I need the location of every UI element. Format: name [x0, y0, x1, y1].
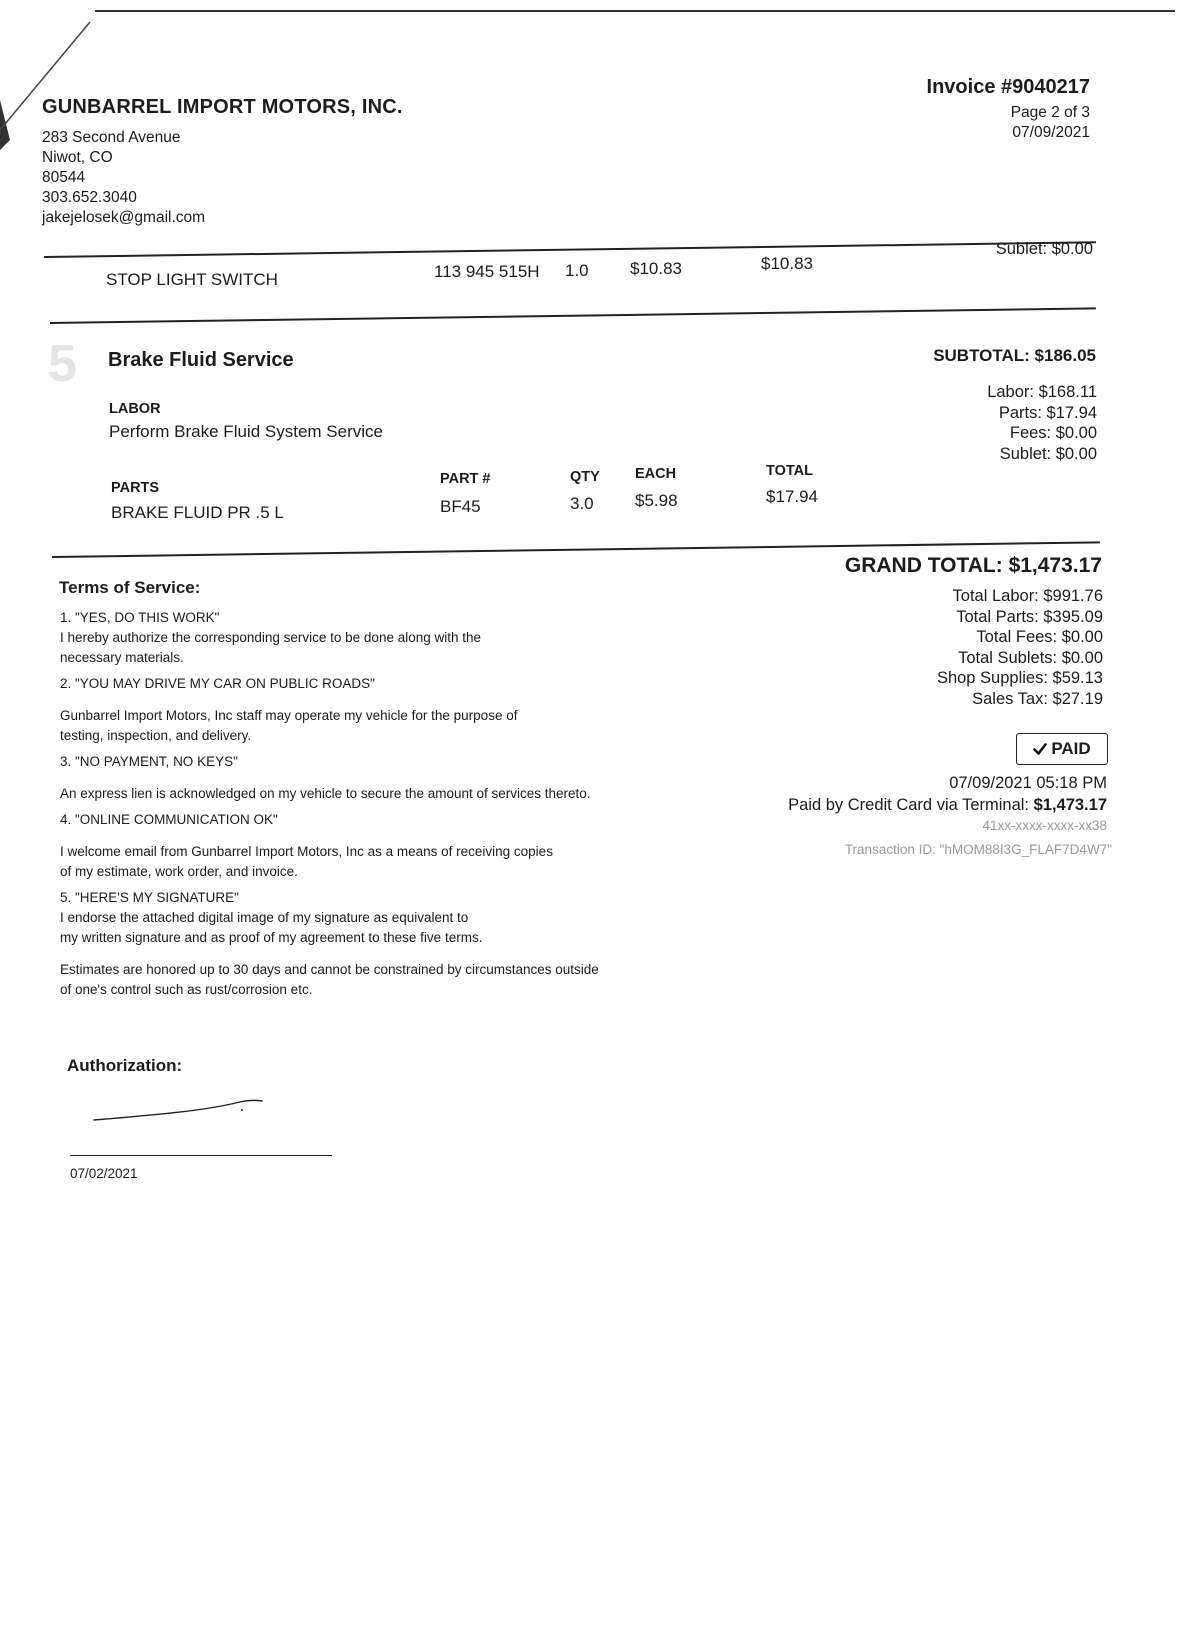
- transaction-id: Transaction ID: "hMOM88I3G_FLAF7D4W7": [844, 842, 1112, 857]
- term-5-title: 5. "HERE'S MY SIGNATURE": [60, 890, 239, 905]
- total-sublets: Total Sublets: $0.00: [958, 648, 1103, 667]
- parts-col-name: PARTS: [111, 480, 160, 496]
- term-4-line-2: of my estimate, work order, and invoice.: [60, 864, 298, 879]
- service-sublet: Sublet: $0.00: [999, 444, 1097, 463]
- grand-total: GRAND TOTAL: $1,473.17: [844, 554, 1102, 577]
- card-number: 41xx-xxxx-xxxx-xx38: [982, 818, 1107, 833]
- term-4-line-1: I welcome email from Gunbarrel Import Motors, Inc as a means of receiving copies: [60, 844, 553, 859]
- terms-of-service: [60, 608, 599, 1000]
- divider-header: [44, 241, 1096, 258]
- invoice-meta: [1011, 103, 1090, 143]
- term-2-line-1: Gunbarrel Import Motors, Inc staff may operate my vehicle for the purpose of: [60, 708, 518, 723]
- parts-col-total: TOTAL: [766, 463, 813, 479]
- address-city: Niwot, CO: [42, 149, 113, 166]
- company-phone: 303.652.3040: [42, 189, 137, 206]
- term-1-title: 1. "YES, DO THIS WORK": [60, 610, 220, 625]
- labor-label: LABOR: [109, 401, 161, 417]
- address-zip: 80544: [42, 169, 86, 186]
- part-row-total: $17.94: [766, 487, 818, 506]
- part-row-qty: 3.0: [570, 494, 594, 513]
- payment-method-text: Paid by Credit Card via Terminal:: [788, 796, 1034, 814]
- payment-amount: $1,473.17: [1033, 796, 1107, 814]
- sales-tax: Sales Tax: $27.19: [972, 689, 1103, 708]
- company-address: [42, 128, 205, 228]
- total-labor: Total Labor: $991.76: [952, 587, 1103, 605]
- term-2-title: 2. "YOU MAY DRIVE MY CAR ON PUBLIC ROADS": [60, 676, 375, 691]
- prev-part-total: $10.83: [761, 254, 813, 273]
- parts-col-each: EACH: [635, 466, 677, 482]
- paid-badge: [1016, 733, 1108, 765]
- part-row-number: BF45: [440, 497, 481, 516]
- prev-sublet: Sublet: $0.00: [995, 240, 1093, 258]
- checkmark-icon: [1033, 742, 1047, 756]
- service-number: 5: [48, 335, 77, 393]
- parts-col-part-number: PART #: [440, 471, 491, 487]
- service-subtotal: SUBTOTAL: $186.05: [933, 346, 1096, 365]
- service-title: Brake Fluid Service: [108, 349, 294, 371]
- scan-top-edge: [95, 10, 1175, 12]
- payment-datetime: 07/09/2021 05:18 PM: [949, 774, 1107, 792]
- part-row-each: $5.98: [635, 491, 678, 510]
- term-3-title: 3. "NO PAYMENT, NO KEYS": [60, 754, 238, 769]
- totals-breakdown: [937, 586, 1103, 709]
- estimate-line-1: Estimates are honored up to 30 days and cannot be constrained by circumstances outside: [60, 962, 599, 977]
- company-email: jakejelosek@gmail.com: [42, 209, 206, 226]
- prev-part-each: $10.83: [630, 259, 682, 278]
- signature-image: [90, 1090, 270, 1130]
- estimate-line-2: of one's control such as rust/corrosion etc.: [60, 982, 313, 997]
- service-parts: Parts: $17.94: [998, 403, 1097, 422]
- authorization-heading: Authorization:: [67, 1056, 183, 1075]
- term-1-line-2: necessary materials.: [60, 650, 184, 665]
- authorization-date: 07/02/2021: [70, 1166, 138, 1181]
- parts-col-qty: QTY: [570, 469, 600, 485]
- invoice-number: Invoice #9040217: [926, 76, 1090, 98]
- paid-label: PAID: [1051, 739, 1091, 758]
- divider-prev-service: [50, 307, 1096, 324]
- prev-part-number: 113 945 515H: [434, 262, 540, 281]
- shop-supplies: Shop Supplies: $59.13: [936, 669, 1103, 687]
- service-labor: Labor: $168.11: [987, 383, 1097, 401]
- prev-part-name: STOP LIGHT SWITCH: [106, 270, 278, 289]
- term-5-line-1: I endorse the attached digital image of my signature as equivalent to: [60, 910, 469, 925]
- labor-description: Perform Brake Fluid System Service: [109, 422, 383, 441]
- total-parts: Total Parts: $395.09: [956, 607, 1103, 626]
- service-fees: Fees: $0.00: [1009, 424, 1097, 442]
- total-fees: Total Fees: $0.00: [976, 628, 1103, 646]
- signature-line: [70, 1155, 332, 1156]
- terms-heading: Terms of Service:: [59, 578, 201, 597]
- term-1-line-1: I hereby authorize the corresponding service to be done along with the: [60, 630, 482, 645]
- term-2-line-2: testing, inspection, and delivery.: [60, 728, 252, 743]
- service-cost-breakdown: [987, 382, 1097, 464]
- company-name: GUNBARREL IMPORT MOTORS, INC.: [42, 96, 403, 118]
- invoice-date: 07/09/2021: [1012, 124, 1090, 141]
- prev-part-qty: 1.0: [565, 261, 589, 280]
- part-row-name: BRAKE FLUID PR .5 L: [111, 503, 284, 522]
- address-street: 283 Second Avenue: [42, 129, 181, 146]
- term-5-line-2: my written signature and as proof of my agreement to these five terms.: [60, 930, 483, 945]
- term-4-title: 4. "ONLINE COMMUNICATION OK": [60, 812, 278, 827]
- term-3-line-1: An express lien is acknowledged on my vehicle to secure the amount of services thereto.: [60, 786, 591, 801]
- payment-method: [788, 796, 1107, 815]
- page-number: Page 2 of 3: [1010, 104, 1090, 121]
